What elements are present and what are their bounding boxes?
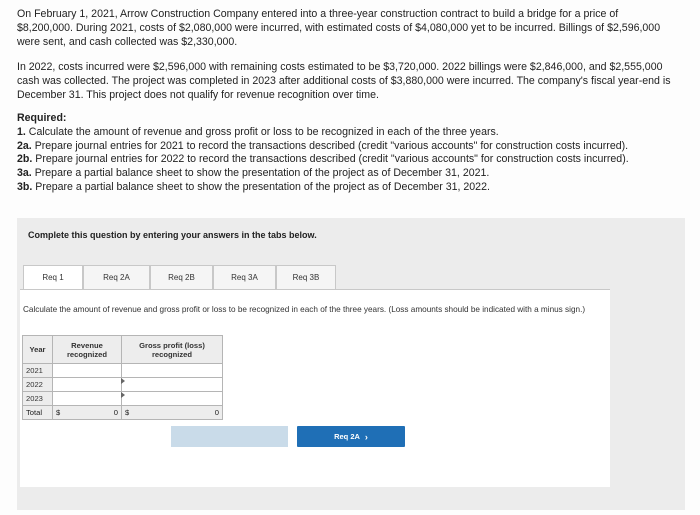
problem-paragraph-1: On February 1, 2021, Arrow Construction Company entered into a three-year construction contract to build a bridge for a price of $8,200,000. During 2021, costs of $2,080,000 were incurred, with estimated costs of $4,080,000 yet to be incurred. Billings of $2,596,000 were sent, and cash collected was $2,330,000. [17,8,661,48]
revenue-input-2023[interactable] [53,392,122,406]
next-button-label: Req 2A [334,432,360,441]
required-item-label: 3b. [17,180,33,193]
year-cell: 2021 [23,364,53,378]
required-item-text: Prepare journal entries for 2021 to record the transactions described (credit "various accounts" for construction costs incurred). [34,139,629,152]
required-item-text: Prepare a partial balance sheet to show the presentation of the project as of December 31, 2021. [34,167,490,180]
required-item-2a [17,140,677,154]
tab-bar [23,265,336,289]
required-item-3b [17,181,677,195]
revenue-input-2022[interactable] [53,378,122,392]
currency-symbol: $ [125,408,130,417]
tab-req-1[interactable]: Req 1 [23,265,83,289]
table-row [23,378,223,392]
required-item-text: Prepare a partial balance sheet to show the presentation of the project as of December 31, 2022. [35,180,490,193]
tab-content [20,289,610,487]
previous-button[interactable] [171,426,288,447]
required-item-3a [17,167,677,181]
gross-profit-input-2023[interactable] [122,392,223,406]
currency-symbol: $ [56,408,61,417]
total-gross-profit [122,406,223,420]
header-revenue: Revenue recognized [53,336,122,364]
year-cell: 2023 [23,392,53,406]
table-header-row [23,336,223,364]
panel-title: Complete this question by entering your answers in the tabs below. [28,230,317,240]
required-item-label: 1. [17,125,26,138]
problem-paragraph-2: In 2022, costs incurred were $2,596,000 with remaining costs estimated to be $3,720,000. 2022 billings were $2,846,000, and $2,555,000 cash was collected. The project was completed in 2023 after additional costs of $3,880,000 were incurred. The company's fiscal year-end is December 31. This project does not qualify for revenue recognition over time. [17,61,671,101]
required-section [17,112,677,195]
gross-profit-input-2021[interactable] [122,364,223,378]
required-item-label: 2a. [17,139,32,152]
triangle-marker-icon [121,392,125,398]
answer-panel [17,218,685,510]
required-heading: Required: [17,112,67,124]
instruction-text: Calculate the amount of revenue and gross profit or loss to be recognized in each of the three years. (Loss amounts should be indicated with a minus sign.) [23,305,586,314]
required-item-label: 2b. [17,153,33,166]
required-item-label: 3a. [17,167,32,180]
required-item-text: Prepare journal entries for 2022 to record the transactions described (credit "various accounts" for construction costs incurred). [35,153,629,166]
total-revenue-value: 0 [113,408,118,417]
total-label: Total [23,406,53,420]
required-item-2b [17,153,677,167]
table-row [23,392,223,406]
next-button-req-2a[interactable] [297,426,405,447]
table-row [23,364,223,378]
tab-req-3a[interactable]: Req 3A [213,265,276,289]
total-revenue [53,406,122,420]
total-row [23,406,223,420]
tab-req-2a[interactable]: Req 2A [83,265,150,289]
total-gross-profit-value: 0 [214,408,219,417]
year-cell: 2022 [23,378,53,392]
chevron-right-icon: › [364,431,368,442]
required-item-1 [17,126,677,140]
triangle-marker-icon [121,378,125,384]
revenue-table [22,335,223,420]
tab-req-2b[interactable]: Req 2B [150,265,213,289]
header-year: Year [23,336,53,364]
gross-profit-input-2022[interactable] [122,378,223,392]
required-item-text: Calculate the amount of revenue and gross profit or loss to be recognized in each of the three years. [28,125,499,138]
revenue-input-2021[interactable] [53,364,122,378]
header-gross-profit: Gross profit (loss) recognized [122,336,223,364]
tab-req-3b[interactable]: Req 3B [276,265,336,289]
